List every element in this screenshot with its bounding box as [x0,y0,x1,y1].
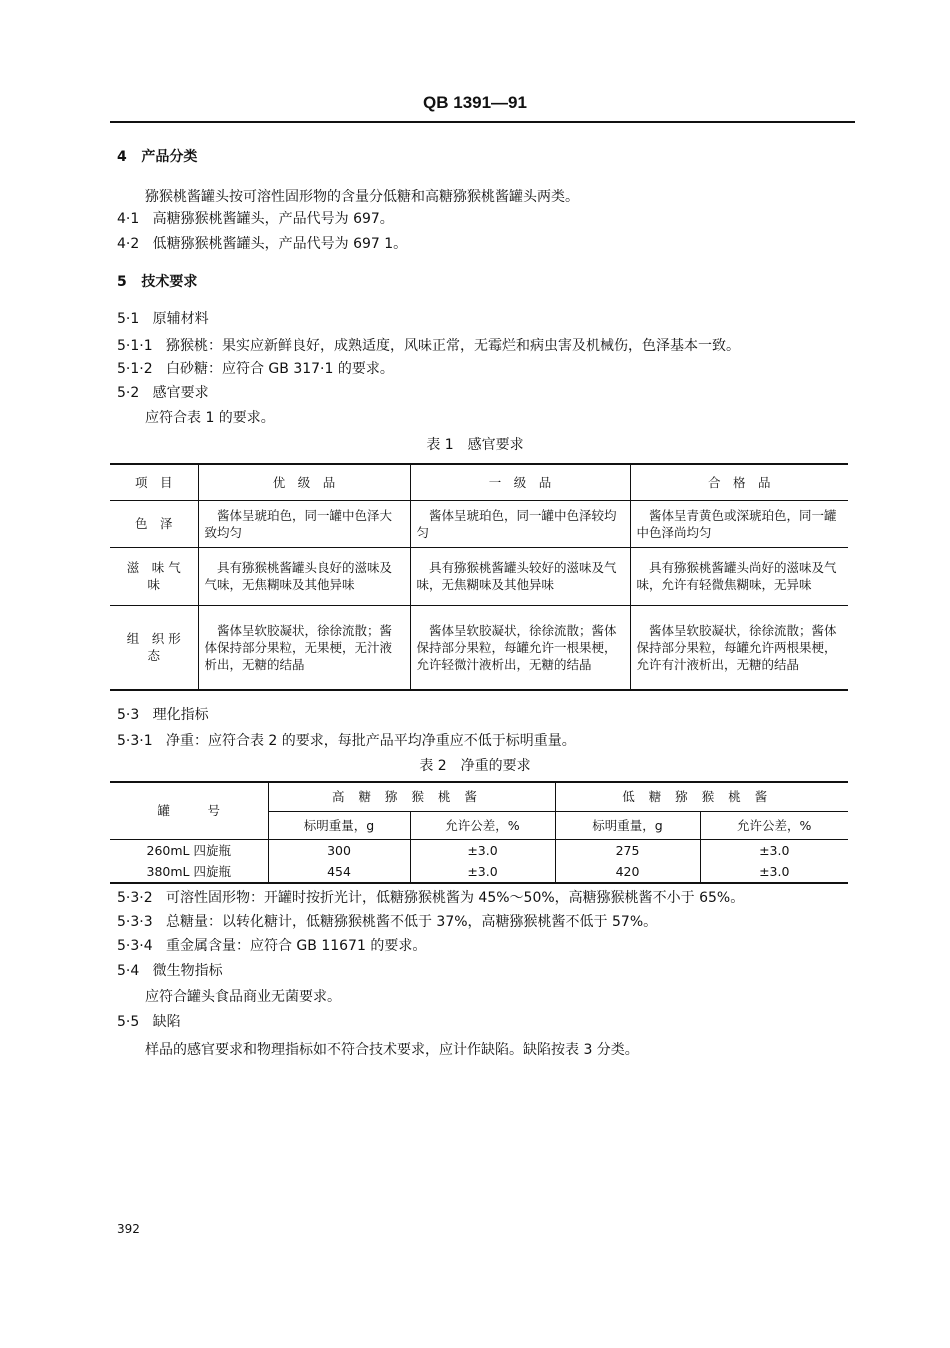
cell: ±3.0 [700,839,848,861]
clause-text: 净重：应符合表 2 的要求，每批产品平均净重应不低于标明重量。 [165,733,576,749]
clause-text: 白砂糖：应符合 GB 317·1 的要求。 [165,361,394,377]
clause-text: 感官要求 [152,385,209,401]
table2-caption: 表 2 净重的要求 [419,758,531,774]
cell: 300 [268,839,410,861]
clause-text: 高糖猕猴桃酱罐头，产品代号为 697。 [152,211,394,227]
clause-number: 5·2 [117,385,140,401]
table-row [110,500,848,547]
clause-text: 低糖猕猴桃酱罐头，产品代号为 697 1。 [152,236,408,252]
clause-5-2 [117,384,209,402]
clause-5-3-3 [117,913,657,931]
table-row [110,605,848,690]
clause-number: 4·1 [117,211,140,227]
clause-5-1 [117,310,209,328]
clause-text: 猕猴桃：果实应新鲜良好，成熟适度，风味正常，无霉烂和病虫害及机械伤，色泽基本一致。 [165,338,740,354]
header-cell: 允许公差，% [410,811,555,839]
cell: 具有猕猴桃酱罐头较好的滋味及气味，无焦糊味及其他异味 [410,547,630,605]
clause-text: 缺陷 [152,1014,181,1030]
cell: 具有猕猴桃酱罐头尚好的滋味及气味，允许有轻微焦糊味，无异味 [630,547,848,605]
table-row [110,839,848,861]
cell: 380mL 四旋瓶 [110,861,268,883]
header-cell: 合 格 品 [630,464,848,500]
clause-5-5 [117,1013,181,1031]
cell: ±3.0 [410,861,555,883]
header-cell: 标明重量，g [555,811,700,839]
table-row [110,861,848,883]
clause-5-3-2 [117,889,744,907]
clause-number: 5·1 [117,311,140,327]
group-header-cell: 低糖猕猴桃酱 [555,782,848,811]
cell: 酱体呈软胶凝状，徐徐流散；酱体保持部分果粒，无果梗，无汁液析出，无糖的结晶 [198,605,410,690]
cell: 酱体呈软胶凝状，徐徐流散；酱体保持部分果粒，每罐允许一根果梗，允许轻微汁液析出，无糖的结晶 [410,605,630,690]
clause-number: 5·1·2 [117,361,153,377]
cell: 酱体呈琥珀色，同一罐中色泽较均匀 [410,500,630,547]
item-cell: 色 泽 [110,500,198,547]
section-title: 产品分类 [141,149,198,165]
section-5-heading [117,273,197,291]
clause-text: 原辅材料 [152,311,209,327]
cell: 420 [555,861,700,883]
header-cell: 允许公差，% [700,811,848,839]
clause-number: 5·3·2 [117,890,153,906]
cell: 454 [268,861,410,883]
clause-number: 4·2 [117,236,140,252]
standard-number-header: QB 1391—91 [423,93,527,112]
table-header-row [110,782,848,811]
table1-caption: 表 1 感官要求 [426,437,524,453]
header-cell: 项 目 [110,464,198,500]
paragraph: 样品的感官要求和物理指标如不符合技术要求，应计作缺陷。缺陷按表 3 分类。 [145,1042,639,1058]
paragraph: 应符合罐头食品商业无菌要求。 [145,989,341,1005]
clause-number: 5·4 [117,963,140,979]
header-cell: 罐 号 [110,782,268,839]
clause-number: 5·3 [117,707,140,723]
header-cell: 标明重量，g [268,811,410,839]
clause-text: 重金属含量：应符合 GB 11671 的要求。 [165,938,427,954]
clause-5-1-2 [117,360,394,378]
clause-5-3 [117,706,209,724]
header-cell: 优 级 品 [198,464,410,500]
clause-4-2 [117,235,407,253]
paragraph: 应符合表 1 的要求。 [145,410,275,426]
cell: 酱体呈琥珀色，同一罐中色泽大致均匀 [198,500,410,547]
clause-text: 总糖量：以转化糖计，低糖猕猴桃酱不低于 37%，高糖猕猴桃酱不低于 57%。 [165,914,658,930]
table-header-row [110,464,848,500]
clause-number: 5·3·3 [117,914,153,930]
cell: 具有猕猴桃酱罐头良好的滋味及气味，无焦糊味及其他异味 [198,547,410,605]
clause-text: 理化指标 [152,707,209,723]
section-number: 4 [117,149,127,165]
section-4-heading [117,148,197,166]
cell: 275 [555,839,700,861]
section-title: 技术要求 [141,274,198,290]
clause-5-3-1 [117,732,576,750]
clause-4-1 [117,210,394,228]
clause-5-1-1 [117,337,740,355]
clause-number: 5·1·1 [117,338,153,354]
clause-number: 5·5 [117,1014,140,1030]
section-number: 5 [117,274,127,290]
cell: 260mL 四旋瓶 [110,839,268,861]
clause-text: 可溶性固形物：开罐时按折光计，低糖猕猴桃酱为 45%～50%，高糖猕猴桃酱不小于 65%。 [165,890,745,906]
cell: 酱体呈青黄色或深琥珀色，同一罐中色泽尚均匀 [630,500,848,547]
item-cell: 组 织 形 态 [110,605,198,690]
header-rule [110,121,855,123]
clause-5-3-4 [117,937,426,955]
page-number: 392 [117,1222,140,1236]
paragraph: 猕猴桃酱罐头按可溶性固形物的含量分低糖和高糖猕猴桃酱罐头两类。 [145,189,579,205]
cell: ±3.0 [700,861,848,883]
cell: 酱体呈软胶凝状，徐徐流散；酱体保持部分果粒，每罐允许两根果梗，允许有汁液析出，无糖的结晶 [630,605,848,690]
header-cell: 一 级 品 [410,464,630,500]
table-row [110,547,848,605]
group-header-cell: 高糖猕猴桃酱 [268,782,555,811]
sensory-requirements-table [110,463,848,691]
net-weight-table [110,781,848,884]
cell: ±3.0 [410,839,555,861]
clause-text: 微生物指标 [152,963,223,979]
item-cell: 滋 味 气 味 [110,547,198,605]
clause-number: 5·3·1 [117,733,153,749]
clause-number: 5·3·4 [117,938,153,954]
clause-5-4 [117,962,223,980]
